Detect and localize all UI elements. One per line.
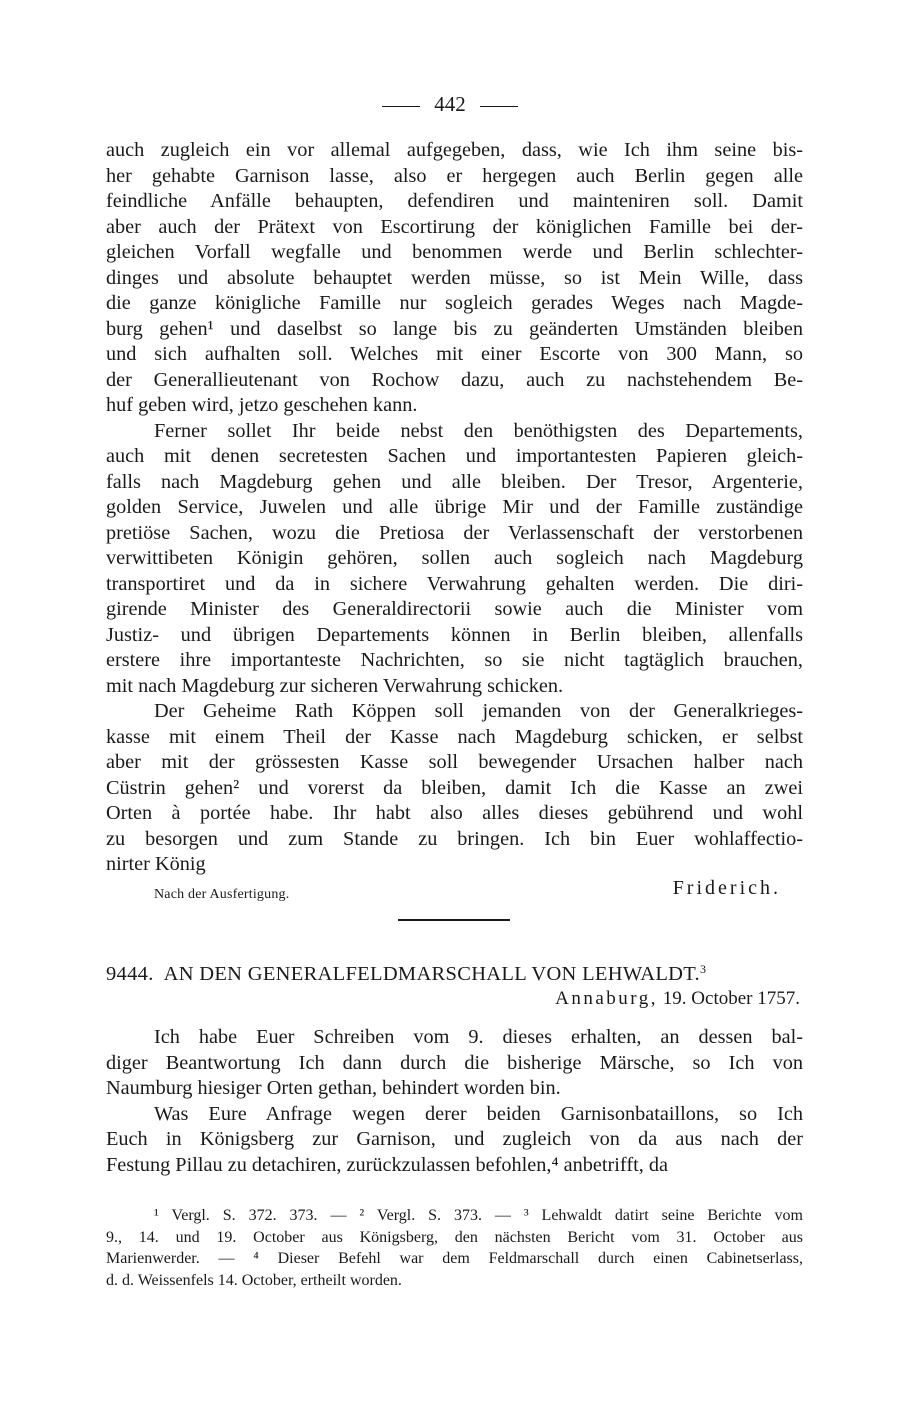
text-line: erstere ihre importanteste Nachrichten, so sie nicht tagtäglich brauchen, <box>106 649 803 671</box>
document-title: AN DEN GENERALFELDMARSCHALL VON LEHWALDT. <box>163 963 700 985</box>
date: 19. October 1757. <box>662 988 800 1009</box>
page-number: 442 <box>434 92 466 116</box>
text-line: aber auch der Prätext von Escortirung der königlichen Famille bei der- <box>106 215 803 238</box>
text-line: aber mit der grössesten Kasse soll bewegender Ursachen halber nach <box>106 751 803 773</box>
header-dash-right <box>480 106 518 107</box>
page-header <box>0 92 900 116</box>
text-line: Orten à portée habe. Ihr habt also alles dieses gebührend und wohl <box>106 802 803 824</box>
text-line: golden Service, Juwelen und alle übrige Mir und der Famille zuständige <box>106 496 803 518</box>
text-line: Was Eure Anfrage wegen derer beiden Garnisonbataillons, so Ich <box>154 1102 803 1125</box>
text-line: mit nach Magdeburg zur sicheren Verwahrung schicken. <box>106 674 564 697</box>
paragraph <box>106 699 803 878</box>
text-line: Ich habe Euer Schreiben vom 9. dieses erhalten, an dessen bal- <box>154 1026 803 1048</box>
paragraph <box>106 1025 803 1102</box>
document-heading <box>106 956 803 987</box>
footnote-line: ¹ Vergl. S. 372. 373. — ² Vergl. S. 373. — ³ Lehwaldt datirt seine Berichte vom <box>154 1207 803 1224</box>
source-note: Nach der Ausfertigung. <box>154 887 290 902</box>
section-separator <box>398 919 510 921</box>
header-dash-left <box>382 106 420 107</box>
text-line: falls nach Magdeburg gehen und alle bleiben. Der Tresor, Argenterie, <box>106 470 803 493</box>
text-line: die ganze königliche Famille nur sogleich gerades Weges nach Magde- <box>106 292 803 314</box>
text-line: dinges und absolute behauptet werden müsse, so ist Mein Wille, dass <box>106 266 803 289</box>
text-line: verwittibeten Königin gehören, sollen auch sogleich nach Magdeburg <box>106 547 803 569</box>
letter-continuation <box>106 138 803 878</box>
text-line: girende Minister des Generaldirectorii sowie auch die Minister vom <box>106 598 803 620</box>
text-line: auch zugleich ein vor allemal aufgegeben, dass, wie Ich ihm seine bis- <box>106 139 803 161</box>
text-line: transportiret und da in sichere Verwahrung gehalten werden. Die diri- <box>106 572 803 595</box>
text-line: her gehabte Garnison lasse, also er hergegen auch Berlin gegen alle <box>106 164 803 187</box>
footnote-line: 9., 14. und 19. October aus Königsberg, den nächsten Bericht vom 31. October aus <box>106 1228 803 1246</box>
signature-row <box>106 877 803 903</box>
text-line: Naumburg hiesiger Orten gethan, behindert worden bin. <box>106 1077 561 1099</box>
text-line: gleichen Vorfall wegfalle und benommen werde und Berlin schlechter- <box>106 241 803 263</box>
text-line: und sich aufhalten soll. Welches mit einer Escorte von 300 Mann, so <box>106 343 803 365</box>
footnote-line: Marienwerder. — ⁴ Dieser Befehl war dem Feldmarschall durch einen Cabinetserlass, <box>106 1250 803 1267</box>
text-line: Cüstrin gehen² und vorerst da bleiben, damit Ich die Kasse an zwei <box>106 776 803 799</box>
document-number: 9444. <box>106 963 154 985</box>
place: Annaburg, <box>555 988 659 1009</box>
text-line: burg gehen¹ und daselbst so lange bis zu geänderten Umständen bleiben <box>106 317 803 340</box>
paragraph <box>106 138 803 419</box>
text-line: Justiz- und übrigen Departements können in Berlin bleiben, allenfalls <box>106 623 803 646</box>
text-line: feindliche Anfälle behaupten, defendiren und mainteniren soll. Damit <box>106 190 803 212</box>
text-line: Euch in Königsberg zur Garnison, und zugleich von da aus nach der <box>106 1128 803 1150</box>
text-line: pretiöse Sachen, wozu die Pretiosa der Verlassenschaft der verstorbenen <box>106 521 803 544</box>
text-line: Festung Pillau zu detachiren, zurückzulassen befohlen,⁴ anbetrifft, da <box>106 1153 668 1176</box>
footnote-line: d. d. Weissenfels 14. October, ertheilt worden. <box>106 1271 402 1289</box>
place-date-line <box>555 987 800 1011</box>
text-line: Ferner sollet Ihr beide nebst den benöthigsten des Departements, <box>154 419 803 442</box>
letter-body <box>106 1025 803 1178</box>
signer-name: Friderich. <box>672 877 781 899</box>
text-line: nirter König <box>106 853 206 875</box>
text-line: kasse mit einem Theil der Kasse nach Magdeburg schicken, er selbst <box>106 725 803 748</box>
text-line: diger Beantwortung Ich dann durch die bisherige Märsche, so Ich von <box>106 1051 803 1074</box>
text-line: Der Geheime Rath Köppen soll jemanden von der Generalkrieges- <box>154 700 803 722</box>
text-line: auch mit denen secretesten Sachen und importantesten Papieren gleich- <box>106 445 803 467</box>
footnotes <box>106 1205 803 1291</box>
paragraph <box>106 419 803 700</box>
text-line: huf geben wird, jetzo geschehen kann. <box>106 394 418 416</box>
paragraph <box>106 1102 803 1179</box>
text-line: der Generallieutenant von Rochow dazu, auch zu nachstehendem Be- <box>106 368 803 391</box>
text-line: zu besorgen und zum Stande zu bringen. Ich bin Euer wohlaffectio- <box>106 827 803 850</box>
heading-footnote-mark: 3 <box>699 962 707 976</box>
